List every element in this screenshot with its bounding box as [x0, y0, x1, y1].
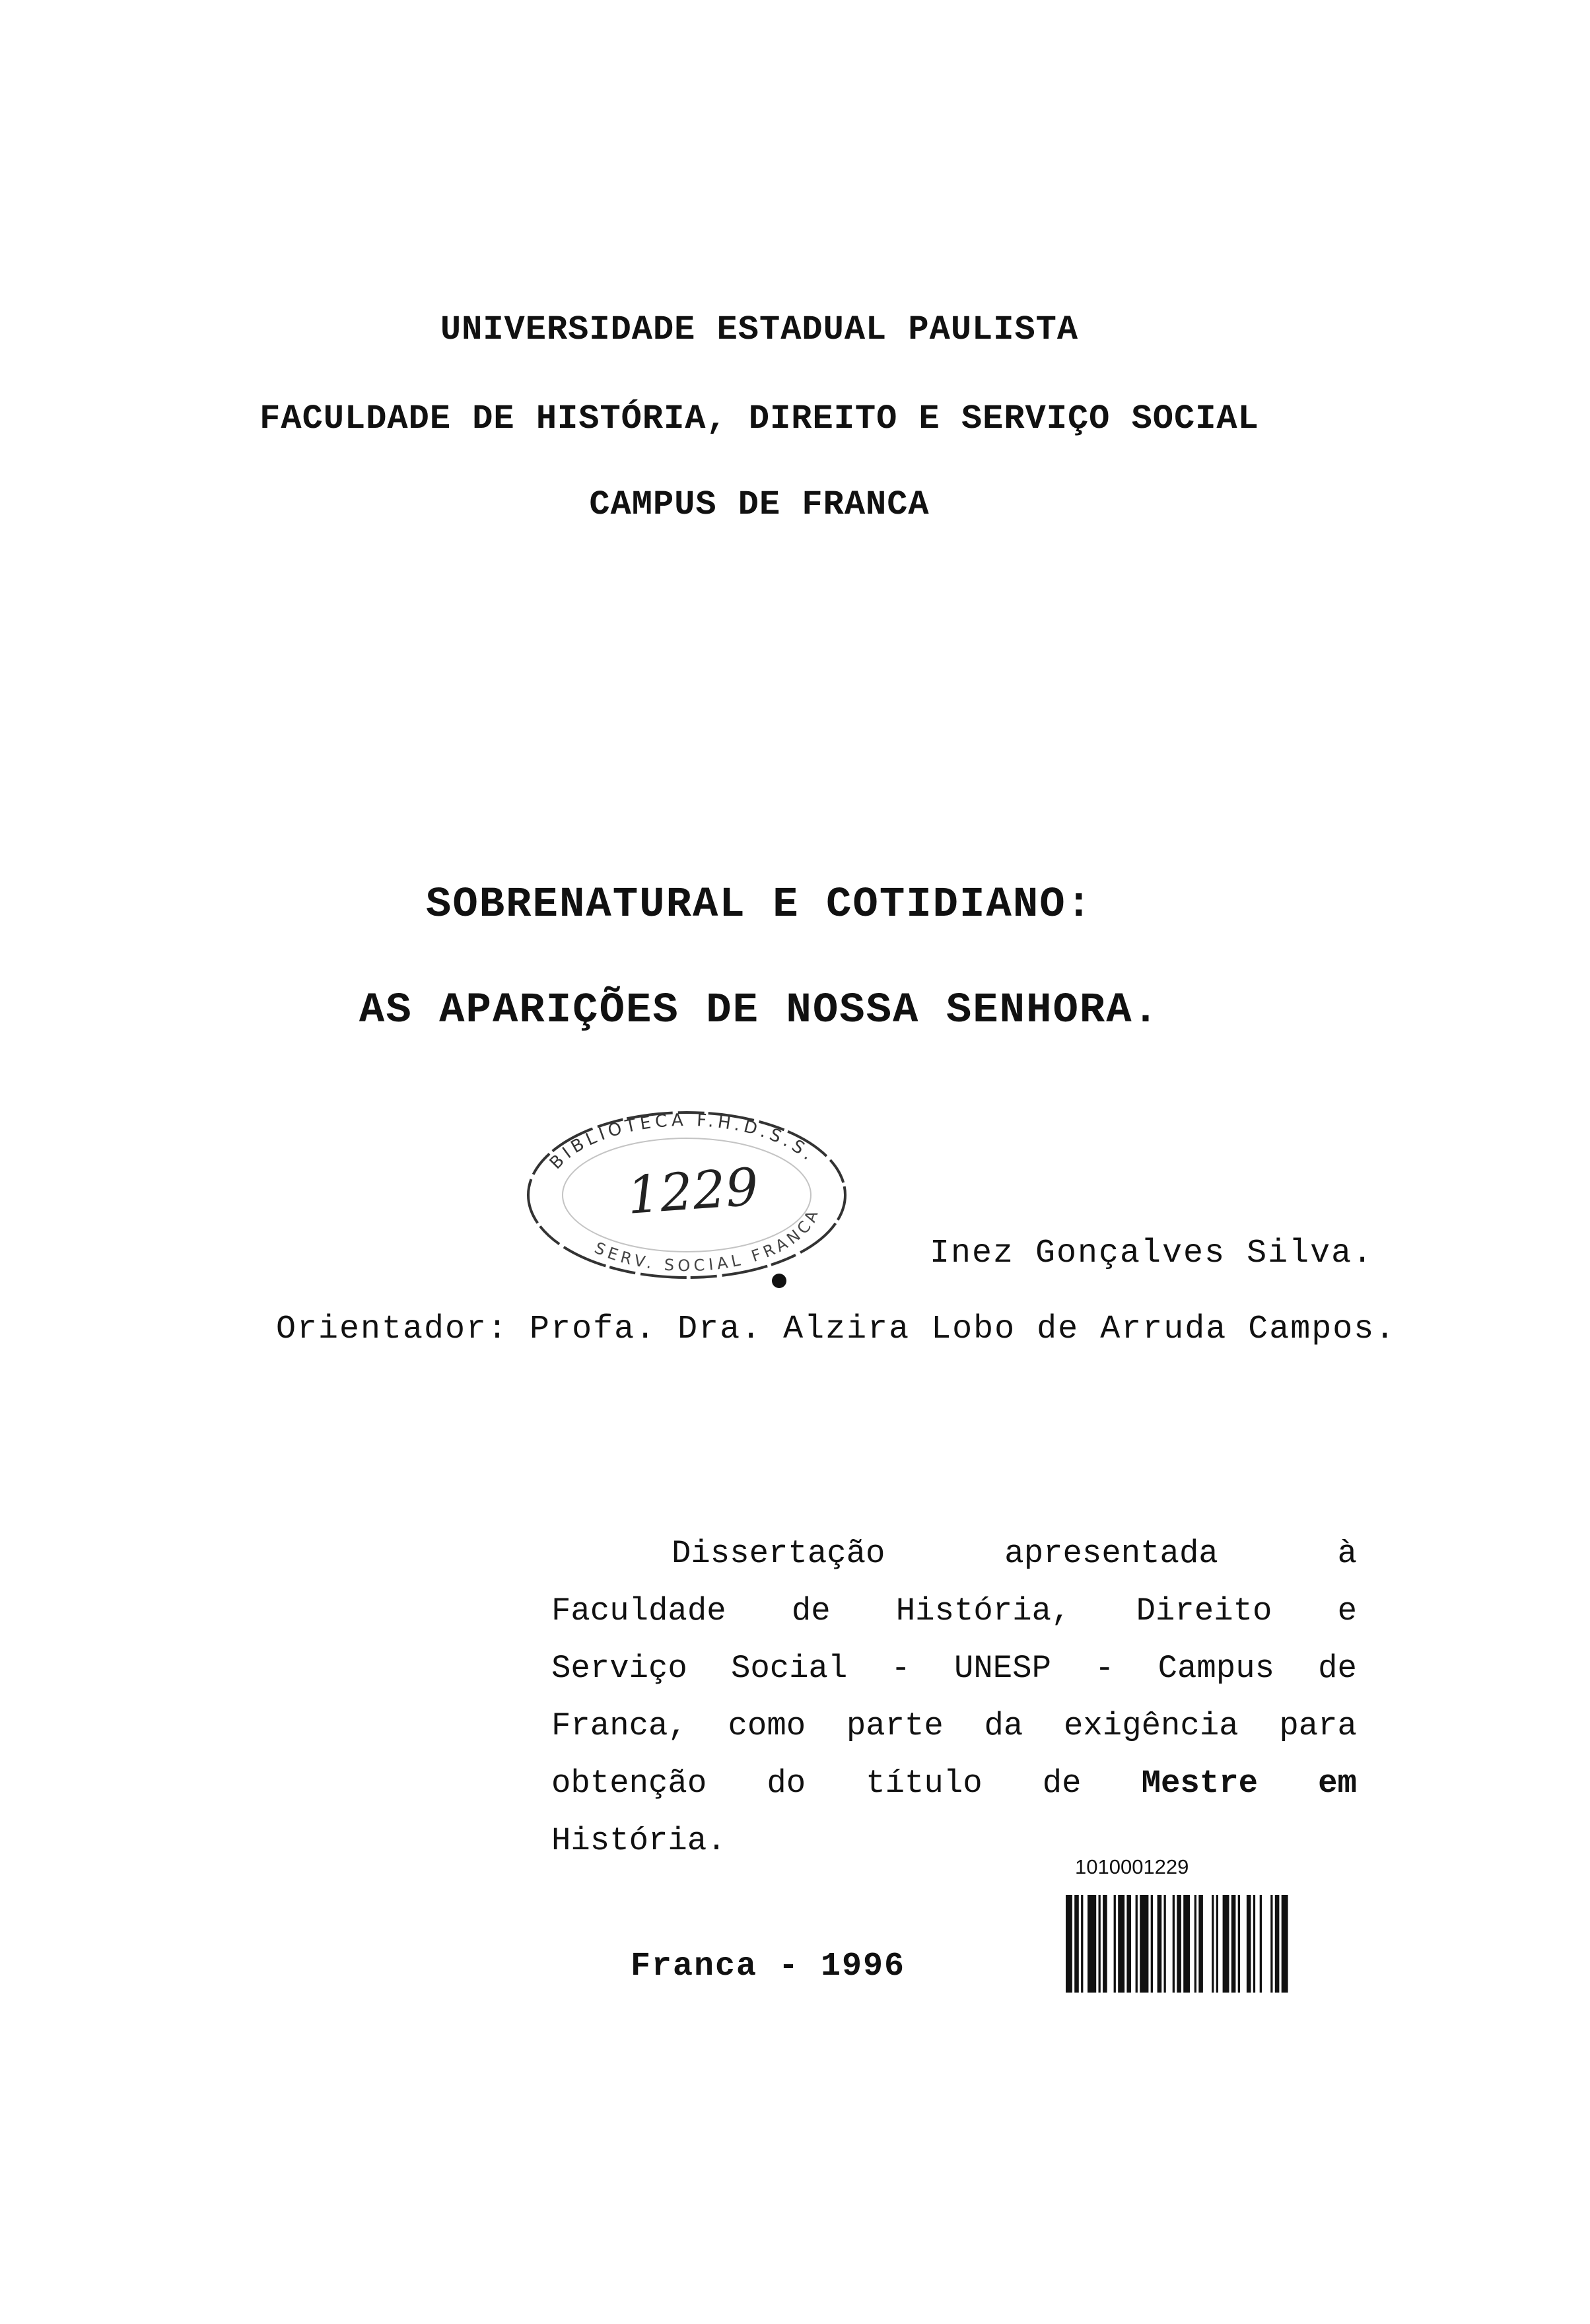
university-name: UNIVERSIDADE ESTADUAL PAULISTA: [440, 310, 1079, 349]
campus-name: CAMPUS DE FRANCA: [589, 485, 930, 524]
dissertation-line: Franca, como parte da exigência para: [551, 1707, 1357, 1744]
barcode-bar: [1088, 1895, 1096, 1993]
barcode-bar: [1099, 1895, 1101, 1993]
dissertation-statement: [551, 1525, 1357, 1870]
title-line-1: SOBRENATURAL E COTIDIANO:: [425, 881, 1093, 929]
barcode-bar: [1270, 1895, 1272, 1993]
barcode-bar: [1231, 1895, 1236, 1993]
barcode-bar: [1282, 1895, 1288, 1993]
barcode-bar: [1074, 1895, 1079, 1993]
barcode-bar: [1198, 1895, 1203, 1993]
barcode-bars: [1063, 1895, 1354, 1994]
faculty-name: FACULDADE DE HISTÓRIA, DIREITO E SERVIÇO SOCIAL: [259, 399, 1259, 438]
barcode-bar: [1103, 1895, 1107, 1993]
barcode-bar: [1260, 1895, 1262, 1993]
title-line-2: AS APARIÇÕES DE NOSSA SENHORA.: [359, 987, 1160, 1035]
barcode-bar: [1212, 1895, 1214, 1993]
barcode-bar: [1136, 1895, 1138, 1993]
barcode-bar: [1223, 1895, 1229, 1993]
barcode-bar: [1247, 1895, 1251, 1993]
dissertation-line: Dissertação apresentada à: [672, 1535, 1357, 1572]
barcode-bar: [1253, 1895, 1255, 1993]
library-stamp: [515, 1096, 858, 1294]
barcode-bar: [1114, 1895, 1116, 1993]
advisor-line: Orientador: Profa. Dra. Alzira Lobo de Arruda Campos.: [276, 1311, 1397, 1348]
barcode-bar: [1183, 1895, 1190, 1993]
barcode-bar: [1177, 1895, 1181, 1993]
barcode-bar: [1173, 1895, 1175, 1993]
dissertation-line: História.: [551, 1822, 726, 1859]
barcode-bar: [1126, 1895, 1131, 1993]
dissertation-line: Faculdade de História, Direito e: [551, 1592, 1357, 1629]
place-and-year: Franca - 1996: [631, 1948, 906, 1985]
stamp-handwritten-number: 1229: [625, 1157, 761, 1226]
svg-text:SERV. SOCIAL FRANCA: SERV. SOCIAL FRANCA: [592, 1204, 823, 1276]
dissertation-line: obtenção do título de Mestre em: [551, 1765, 1357, 1802]
barcode-bar: [1216, 1895, 1218, 1993]
barcode-bar: [1081, 1895, 1083, 1993]
barcode-bar: [1118, 1895, 1124, 1993]
barcode: [1063, 1855, 1354, 1997]
barcode-bar: [1194, 1895, 1196, 1993]
barcode-bar: [1238, 1895, 1240, 1993]
svg-text:BIBLIOTECA F.H.D.S.S.: BIBLIOTECA F.H.D.S.S.: [545, 1110, 820, 1173]
barcode-bar: [1164, 1895, 1166, 1993]
barcode-bar: [1151, 1895, 1153, 1993]
barcode-number: 1010001229: [1075, 1855, 1189, 1878]
barcode-bar: [1140, 1895, 1148, 1993]
dissertation-line: Serviço Social - UNESP - Campus de: [551, 1650, 1357, 1687]
barcode-bar: [1275, 1895, 1280, 1993]
author-name: Inez Gonçalves Silva.: [930, 1235, 1374, 1272]
barcode-bar: [1158, 1895, 1162, 1993]
barcode-bar: [1066, 1895, 1072, 1993]
